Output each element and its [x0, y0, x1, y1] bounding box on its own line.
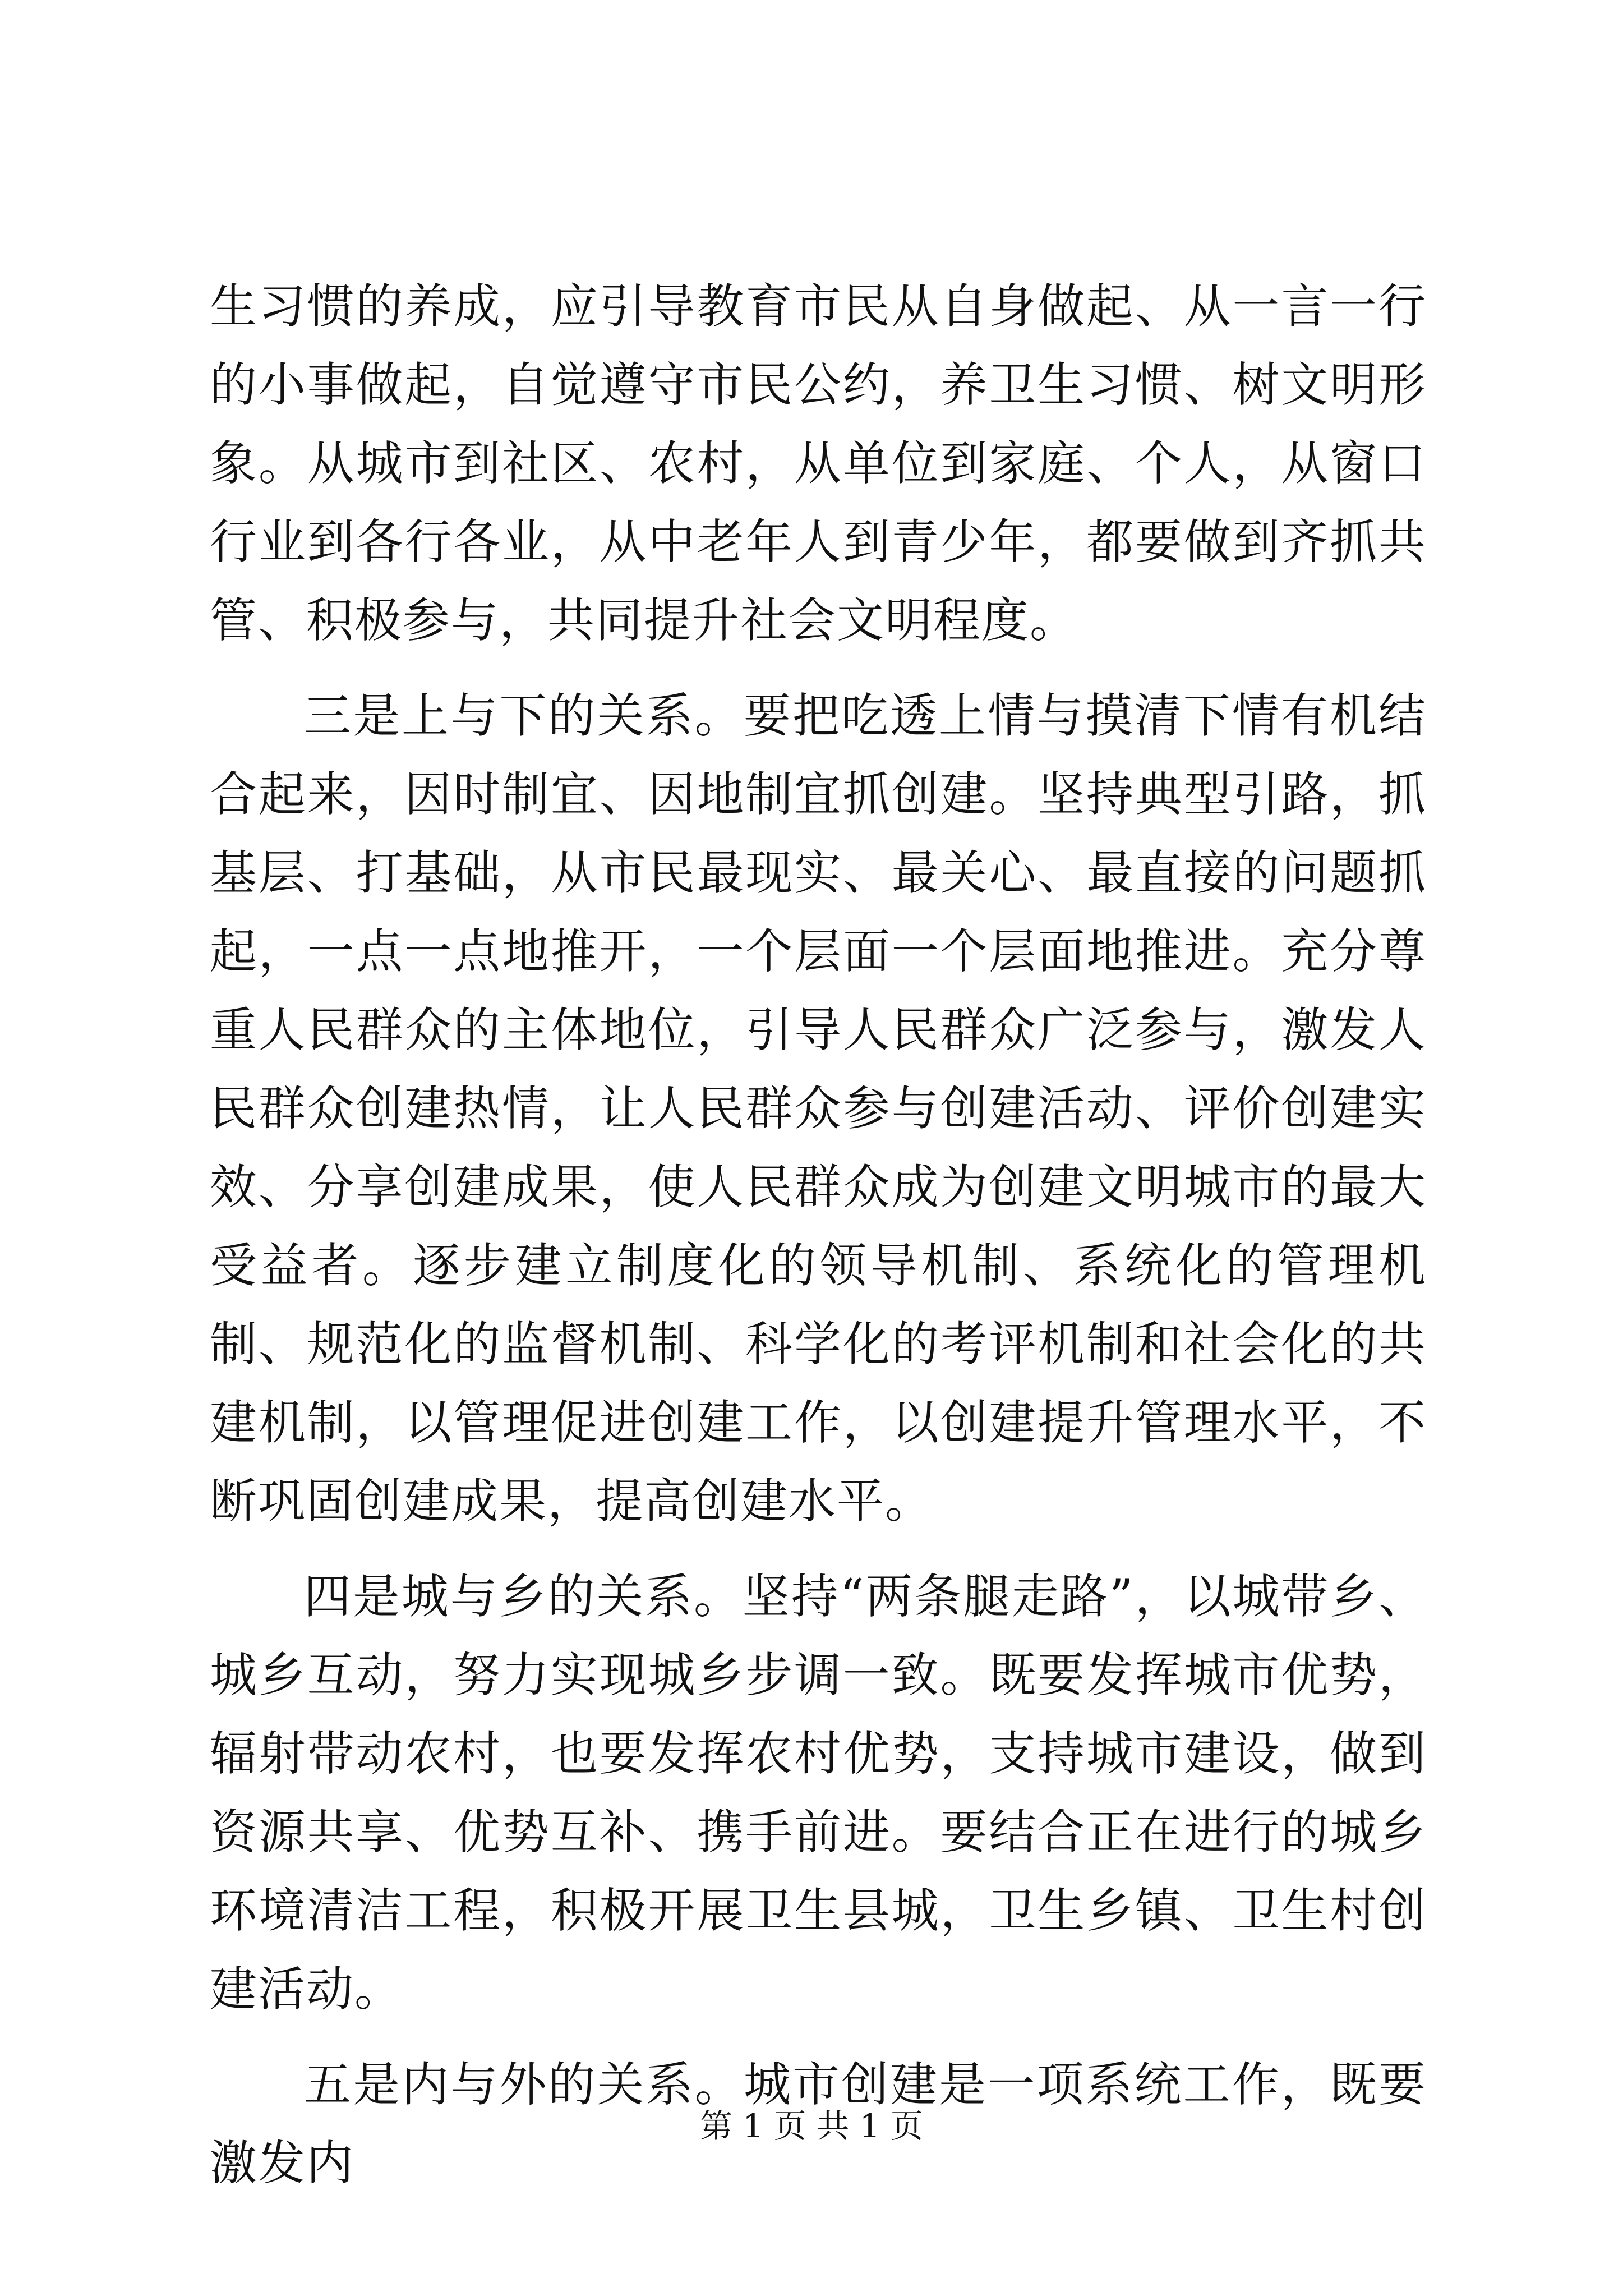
paragraph-city-rural-relation: 四是城与乡的关系。坚持“两条腿走路”，以城带乡、城乡互动，努力实现城乡步调一致。既要发挥城市优势，辐射带动农村，也要发挥农村优势，支持城市建设，做到资源共享、优势互补、携手前进。要结合正在进行的城乡环境清洁工程，积极开展卫生县城，卫生乡镇、卫生村创建活动。: [210, 1569, 1427, 2017]
document-body: [210, 267, 1427, 2202]
paragraph-up-down-relation: 三是上与下的关系。要把吃透上情与摸清下情有机结合起来，因时制宜、因地制宜抓创建。坚持典型引路，抓基层、打基础，从市民最现实、最关心、最直接的问题抓起，一点一点地推开，一个层面一个层面地推进。充分尊重人民群众的主体地位，引导人民群众广泛参与，激发人民群众创建热情，让人民群众参与创建活动、评价创建实效、分享创建成果，使人民群众成为创建文明城市的最大受益者。逐步建立制度化的领导机制、系统化的管理机制、规范化的监督机制、科学化的考评机制和社会化的共建机制，以管理促进创建工作，以创建提升管理水平，不断巩固创建成果，提高创建水平。: [210, 688, 1427, 1529]
page-number-footer: 第 1 页 共 1 页: [700, 2107, 923, 2145]
paragraph-continuation: 生习惯的养成，应引导教育市民从自身做起、从一言一行的小事做起，自觉遵守市民公约，养卫生习惯、树文明形象。从城市到社区、农村，从单位到家庭、个人，从窗口行业到各行各业，从中老年人到青少年，都要做到齐抓共管、积极参与，共同提升社会文明程度。: [210, 279, 1427, 648]
paragraph-inner-outer-relation: 五是内与外的关系。城市创建是一项系统工作，既要激发内: [210, 2057, 1427, 2191]
